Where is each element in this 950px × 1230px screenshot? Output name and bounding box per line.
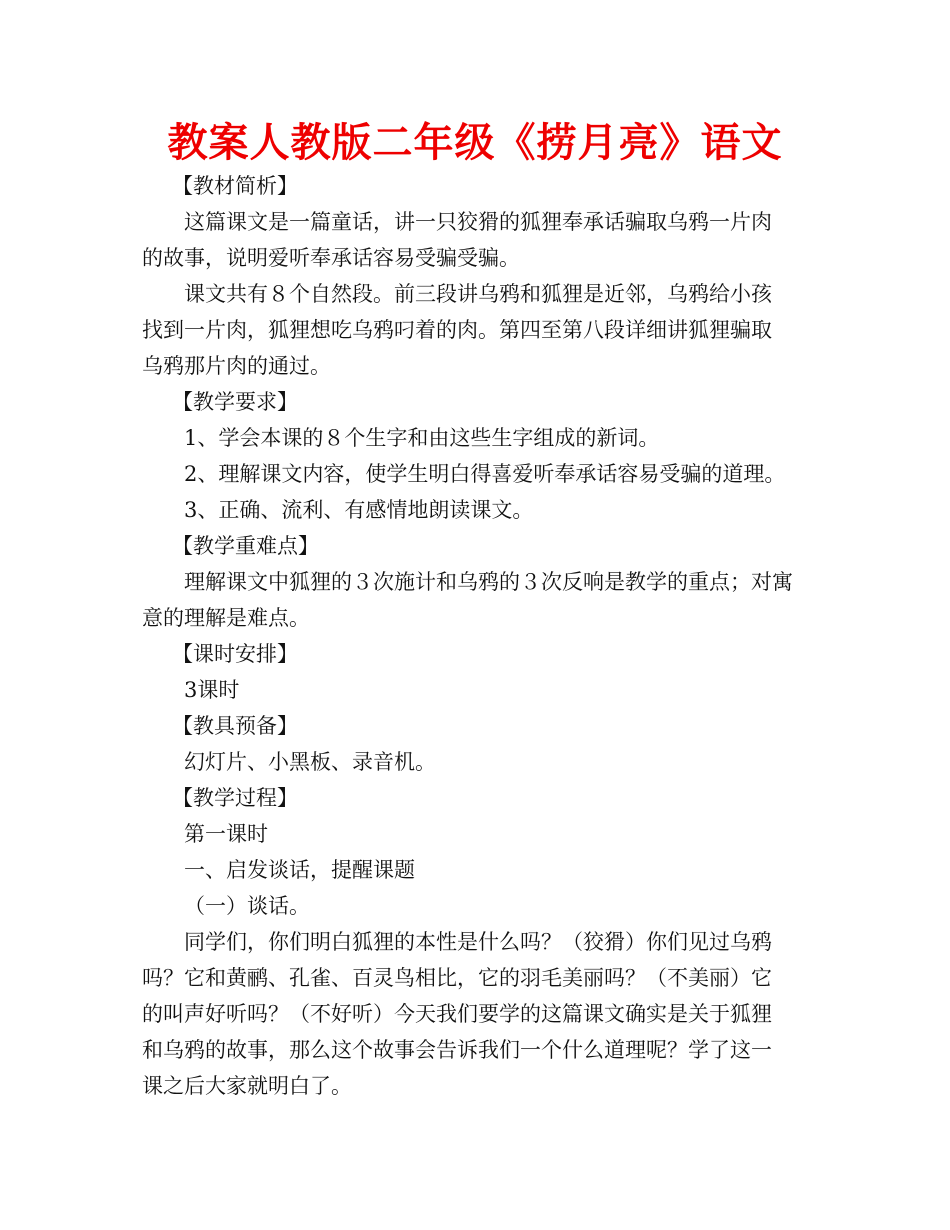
paragraph-line: 3课时	[184, 678, 240, 702]
paragraph-line: 理解课文中狐狸的３次施计和乌鸦的３次反响是教学的重点；对寓	[184, 570, 793, 594]
section-heading-teaching-requirements: 【教学要求】	[172, 390, 298, 414]
section-heading-material-analysis: 【教材简析】	[172, 174, 298, 198]
paragraph-line: 这篇课文是一篇童话，讲一只狡猾的狐狸奉承话骗取乌鸦一片肉	[184, 210, 772, 234]
paragraph-line: 一、启发谈话，提醒课题	[184, 858, 415, 882]
paragraph-line: 幻灯片、小黑板、录音机。	[184, 750, 436, 774]
paragraph-line: 的叫声好听吗？（不好听）今天我们要学的这篇课文确实是关于狐狸	[142, 1002, 772, 1026]
paragraph-line: 的故事，说明爱听奉承话容易受骗受骗。	[142, 246, 520, 270]
paragraph-line: 同学们，你们明白狐狸的本性是什么吗？（狡猾）你们见过乌鸦	[184, 930, 772, 954]
paragraph-line: 乌鸦那片肉的通过。	[142, 354, 331, 378]
section-heading-teaching-aids: 【教具预备】	[172, 714, 298, 738]
list-item: 3、正确、流利、有感情地朗读课文。	[184, 498, 534, 522]
section-heading-class-schedule: 【课时安排】	[172, 642, 298, 666]
paragraph-line: 意的理解是难点。	[142, 606, 310, 630]
paragraph-line: 和乌鸦的故事，那么这个故事会告诉我们一个什么道理呢？学了这一	[142, 1038, 772, 1062]
paragraph-line: 找到一片肉，狐狸想吃乌鸦叼着的肉。第四至第八段详细讲狐狸骗取	[142, 318, 772, 342]
paragraph-line: 第一课时	[184, 822, 268, 846]
paragraph-line: 吗？它和黄鹂、孔雀、百灵鸟相比，它的羽毛美丽吗？（不美丽）它	[142, 966, 772, 990]
list-item: 1、学会本课的８个生字和由这些生字组成的新词。	[184, 426, 660, 450]
paragraph-line: 课之后大家就明白了。	[142, 1074, 352, 1098]
section-heading-teaching-process: 【教学过程】	[172, 786, 298, 810]
section-heading-key-points: 【教学重难点】	[172, 534, 319, 558]
document-body	[142, 168, 810, 1104]
document-title: 教案人教版二年级《捞月亮》语文	[167, 120, 783, 166]
list-item: 2、理解课文内容，使学生明白得喜爱听奉承话容易受骗的道理。	[184, 462, 786, 486]
paragraph-line: 课文共有８个自然段。前三段讲乌鸦和狐狸是近邻，乌鸦给小孩	[184, 282, 772, 306]
paragraph-line: （一）谈话。	[184, 894, 310, 918]
